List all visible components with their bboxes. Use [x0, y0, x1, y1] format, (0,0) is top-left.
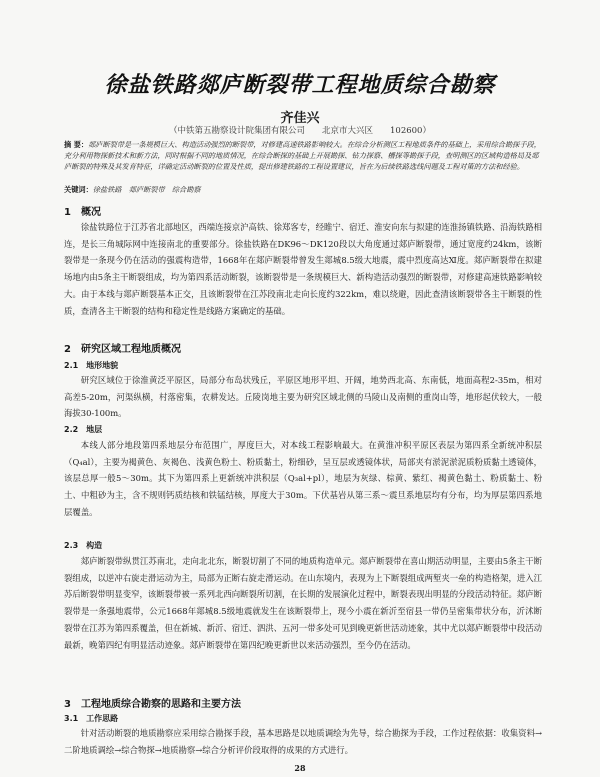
author-name: 齐佳兴 [280, 111, 320, 126]
abstract [64, 139, 542, 172]
section-1-paragraph: 徐盐铁路位于江苏省北部地区，西端连接京沪高铁、徐郑客专，经睢宁、宿迁、淮安向东与拟建的连淮扬镇铁路、沿海铁路相连，是长三角城际网中连接南北的重要部分。徐盐铁路在DK96～DK120段以大角度通过郯庐断裂带，通过宽度约24km，该断裂带是一条现今仍在活动的强震构造带，1668年在郯庐断裂带曾发生郯城8.5级大地震，震中烈度高达Ⅺ度。郯庐断裂带在拟建场地内由5条主干断裂组成，均为第四系活动断裂，该断裂带是一条规模巨大、新构造活动强烈的断裂带，对修建高速铁路影响较大。由于本线与郯庐断裂基本正交，且该断裂带在江苏段南北走向长度约322km，难以绕避，因此查清该断裂带各主干断裂的性质，查清各主干断裂的结构和稳定性是线路方案确定的基础。 [64, 222, 542, 316]
section-2-3-heading: 2.3 构造 [64, 541, 103, 550]
section-2-2-paragraph: 本线人部分地段第四系地层分布范围广，厚度巨大，对本线工程影响最大。在黄淮冲积平原区表层为第四系全新统冲积层（Q₄al），主要为褐黄色、灰褐色、浅黄色粉土、粉质黏土，粉细砂，呈互层或透镜体状，局部夹有淤泥淤泥质粉质黏土透镜体，该层总厚一般5～30m。其下为第四系上更新统冲洪积层（Q₃al+pl），地层为灰绿、棕黄、紫红、褐黄色黏土、粉质黏土、粉土、中粗砂为主，含不规则钙质结核和铁锰结核，厚度大于30m。下伏基岩从第三系～震旦系地层均有分布，均为厚层第四系地层覆盖。 [64, 440, 542, 517]
section-2-1-paragraph: 研究区域位于徐淮黄泛平原区，局部分布岛状残丘，平原区地形平坦、开阔，地势西北高、东南低，地面高程2-35m，相对高差5-20m，河渠纵横，村落密集，农耕发达。丘陵岗地主要为研究区域北侧的马陵山及南侧的重岗山等，地形起伏较大，一般海拔30-100m。 [64, 375, 542, 419]
section-2-3-paragraph: 郯庐断裂带纵贯江苏南北，走向北北东，断裂切割了不同的地质构造单元。郯庐断裂带在喜山期活动明显，主要由5条主干断裂组成，以逆冲右旋走滑运动为主，局部为正断右旋走滑运动。在山东境内，表现为上下断裂组成两堑夹一垒的构造格架，进入江苏后断裂带明显变窄，该断裂带被一系列北西向断裂所切割，在长期的发展演化过程中，断裂表现出明显的分段活动特征。郯庐断裂带是一条强地震带，公元1668年郯城8.5级地震就发生在该断裂带上，现今小震在新沂至宿县一带仍呈密集带状分布，沂沭断裂带在江苏为第四系覆盖，但在新城、新沂、宿迁、泗洪、五河一带多处可见到晚更新世活动迹象，其中尤以郯庐断裂带中段活动最新，晚第四纪有明显活动迹象。郯庐断裂带在第四纪晚更新世以来活动强烈，至今仍在活动。 [64, 556, 542, 650]
page-number: 28 [294, 763, 306, 773]
keywords [64, 184, 542, 195]
paper-title: 徐盐铁路郯庐断裂带工程地质综合勘察 [104, 73, 496, 98]
keywords-text: 徐盐铁路 郯庐断裂带 综合勘察 [92, 185, 201, 194]
abstract-text: 郯庐断裂带是一条规模巨大、构造活动强烈的断裂带，对修建高速铁路影响较大。在综合分析测区工程地质条件的基础上，采用综合勘探手段，充分利用物探新技术和新方法，同时根据不同的地质情况，在综合断探的基础上开展勘探、钻力探察、槽探等勘探手段，查明测区的区域构造格局及郯庐断裂的特殊及其发育特征，详确定活动断裂的位置及性质，提出修建铁路的工程设置建议，旨在为后续铁路选线问题及工程对策的方法和经验。 [64, 140, 541, 171]
keywords-label: 关键词： [64, 185, 93, 194]
abstract-label: 摘 要： [64, 140, 89, 149]
section-2-1-heading: 2.1 地形地貌 [64, 361, 119, 370]
section-3-1-heading: 3.1 工作思路 [64, 714, 119, 723]
section-3-1-paragraph: 针对活动断裂的地质勘察应采用综合勘探手段，基本思路是以地质调绘为先导，综合勘探为手段，工作过程依据：收集资料→二阶地质调绘→综合物探→地质勘察→综合分析评价段取得的成果的方式进行。 [64, 728, 542, 755]
section-3-heading: 3 工程地质综合勘察的思路和主要方法 [64, 699, 241, 710]
section-2-2-heading: 2.2 地层 [64, 425, 103, 434]
section-1-heading: 1 概况 [64, 207, 101, 218]
author-affiliation: （中铁第五勘察设计院集团有限公司 北京市大兴区 102600） [169, 126, 431, 136]
section-2-heading: 2 研究区域工程地质概况 [64, 344, 181, 355]
